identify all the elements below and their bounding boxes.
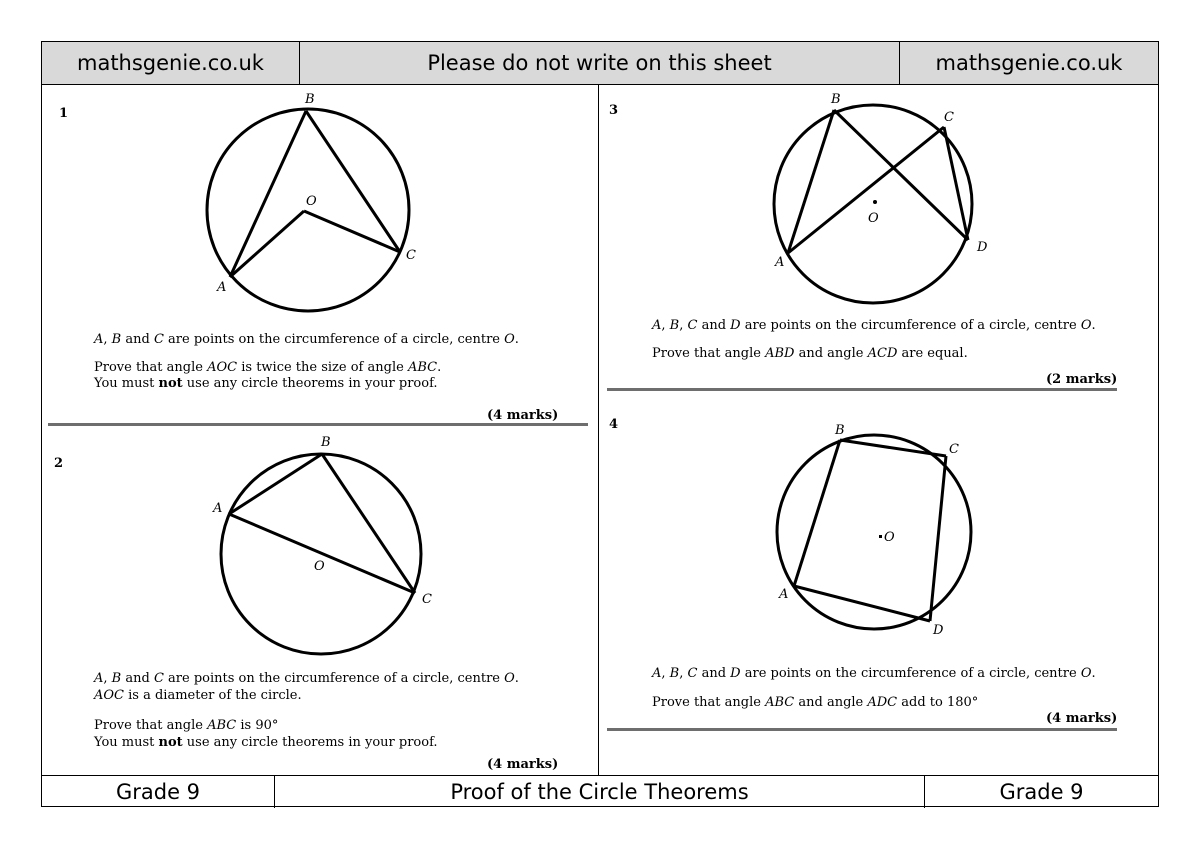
text-fragment: are points on the circumference of a circle, centre <box>163 671 505 686</box>
text-fragment: ABC <box>407 360 438 375</box>
header-site-left: mathsgenie.co.uk <box>42 42 300 84</box>
text-fragment: . <box>514 671 519 686</box>
text-fragment: , <box>661 318 670 333</box>
q3-label-o: O <box>868 211 879 226</box>
q1-label-o: O <box>306 194 317 209</box>
q4-prove <box>652 695 978 710</box>
text-fragment: is twice the size of angle <box>237 360 408 375</box>
text-fragment: , <box>679 318 688 333</box>
q4-centre-dot <box>879 535 882 538</box>
q4-label-a: A <box>779 587 789 602</box>
text-fragment: ABC <box>207 718 237 733</box>
q2-marks: (4 marks) <box>487 757 559 772</box>
text-fragment: is a diameter of the circle. <box>124 688 302 703</box>
text-fragment: and <box>121 671 154 686</box>
question-3-number: 3 <box>609 103 619 118</box>
text-fragment: Prove that angle <box>652 346 766 361</box>
q2-label-b: B <box>321 435 331 450</box>
text-fragment: add to 180° <box>897 695 979 710</box>
q1-label-b: B <box>305 92 315 107</box>
q1-label-a: A <box>217 280 227 295</box>
text-fragment: O <box>504 671 515 686</box>
text-fragment: D <box>730 666 741 681</box>
footer-grade-right: Grade 9 <box>999 780 1084 804</box>
q3-label-b: B <box>831 92 841 107</box>
q4-marks: (4 marks) <box>1046 711 1118 726</box>
q3-marks: (2 marks) <box>1046 372 1118 387</box>
q3-label-c: C <box>944 110 954 125</box>
text-fragment: . <box>1091 666 1096 681</box>
text-fragment: AOC <box>207 360 238 375</box>
text-fragment: Prove that angle <box>94 360 208 375</box>
text-fragment: are points on the circumference of a circle, centre <box>163 332 505 347</box>
text-fragment: not <box>158 735 183 750</box>
text-fragment: , <box>679 666 688 681</box>
text-fragment: Prove that angle <box>652 695 766 710</box>
text-fragment: B <box>669 666 680 681</box>
text-fragment: is 90° <box>236 718 279 733</box>
text-fragment: and <box>697 318 731 333</box>
q2-label-c: C <box>422 592 432 607</box>
text-fragment: , <box>103 332 112 347</box>
text-fragment: , <box>103 671 112 686</box>
footer-title: Proof of the Circle Theorems <box>275 776 925 808</box>
text-fragment: C <box>687 318 698 333</box>
text-fragment: AOC <box>94 688 124 703</box>
text-fragment: and <box>697 666 731 681</box>
text-fragment: . <box>514 332 519 347</box>
text-fragment: . <box>1091 318 1096 333</box>
text-fragment: B <box>669 318 680 333</box>
question-2-number: 2 <box>54 456 64 471</box>
text-fragment: are equal. <box>897 346 968 361</box>
q2-label-o: O <box>314 559 325 574</box>
text-fragment: and angle <box>794 346 868 361</box>
header-instruction: Please do not write on this sheet <box>300 42 900 84</box>
q4-line-da <box>794 586 930 621</box>
text-fragment: ABD <box>765 346 795 361</box>
q4-label-d: D <box>933 623 944 638</box>
question-4-number: 4 <box>609 417 619 432</box>
text-fragment: A <box>94 671 104 686</box>
q4-label-o: O <box>884 530 895 545</box>
text-fragment: are points on the circumference of a circle, centre <box>740 318 1081 333</box>
text-fragment: ACD <box>867 346 898 361</box>
text-fragment: O <box>1080 666 1092 681</box>
text-fragment: A <box>94 332 104 347</box>
q3-label-a: A <box>775 255 785 270</box>
header-site-right: mathsgenie.co.uk <box>935 51 1123 75</box>
text-fragment: C <box>153 332 164 347</box>
text-fragment: and <box>121 332 154 347</box>
text-fragment: use any circle theorems in your proof. <box>182 376 438 391</box>
text-fragment: A <box>652 666 662 681</box>
text-fragment: C <box>153 671 164 686</box>
text-fragment: You must <box>94 376 159 391</box>
text-fragment: . <box>437 360 442 375</box>
text-fragment: , <box>661 666 670 681</box>
q2-label-a: A <box>213 501 223 516</box>
q4-circle <box>777 435 971 629</box>
text-fragment: A <box>652 318 662 333</box>
text-fragment: B <box>111 671 122 686</box>
text-fragment: use any circle theorems in your proof. <box>182 735 438 750</box>
text-fragment: O <box>504 332 515 347</box>
footer-grade-left: Grade 9 <box>42 776 275 808</box>
text-fragment: D <box>730 318 741 333</box>
text-fragment: and angle <box>794 695 868 710</box>
q4-label-b: B <box>835 423 845 438</box>
text-fragment: ABC <box>765 695 795 710</box>
text-fragment: B <box>111 332 122 347</box>
text-fragment: not <box>158 376 183 391</box>
text-fragment: Prove that angle <box>94 718 208 733</box>
q4-line-ab <box>794 440 840 586</box>
q4-statement <box>652 666 1096 681</box>
q1-label-c: C <box>406 248 416 263</box>
text-fragment: are points on the circumference of a circle, centre <box>740 666 1081 681</box>
text-fragment: ADC <box>867 695 898 710</box>
q3-label-d: D <box>977 240 988 255</box>
question-1-number: 1 <box>59 106 69 121</box>
q4-line-cd <box>930 456 946 621</box>
q4-label-c: C <box>949 442 959 457</box>
text-fragment: C <box>687 666 698 681</box>
text-fragment: You must <box>94 735 159 750</box>
q4-line-bc <box>840 440 946 456</box>
text-fragment: O <box>1080 318 1092 333</box>
q1-marks: (4 marks) <box>487 408 559 423</box>
